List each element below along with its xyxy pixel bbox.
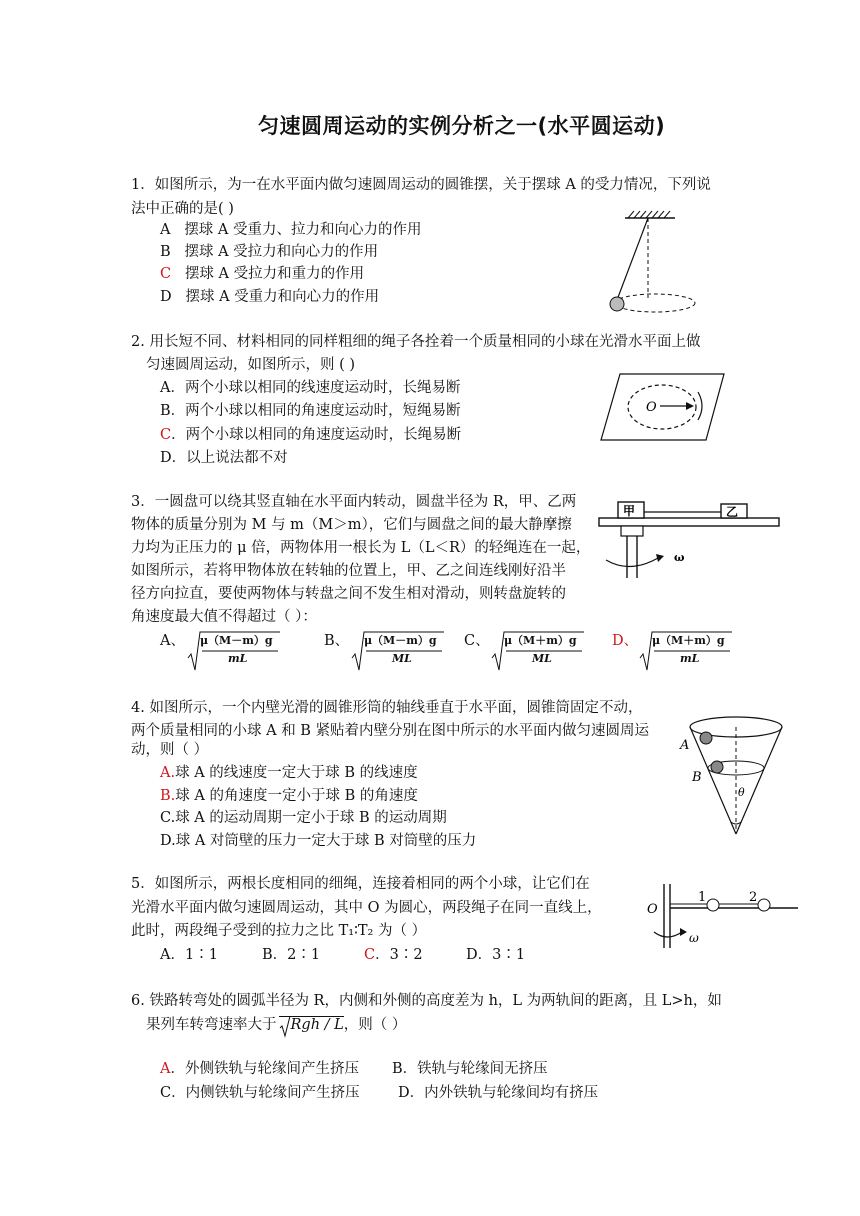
q1-option-d: D 摆球 A 受重力和向心力的作用 — [160, 289, 380, 305]
jia-label: 甲 — [623, 504, 636, 518]
q4-line2: 两个质量相同的小球 A 和 B 紧贴着内壁分别在图中所示的水平面内做匀速圆周运 — [131, 723, 650, 739]
horizontal-plane-figure — [598, 370, 728, 444]
ball-1-label: 1 — [698, 890, 707, 905]
q4-option-b: B.球 A 的角速度一定小于球 B 的角速度 — [160, 788, 418, 804]
q6-line1: 6. 铁路转弯处的圆弧半径为 R，内侧和外侧的高度差为 h，L 为两轨间的距离，且 L>h，如 — [131, 993, 722, 1009]
theta-label: θ — [738, 786, 745, 799]
q5-line3: 此时，两段绳子受到的拉力之比 T₁∶T₂ 为（ ） — [131, 923, 427, 939]
q6-option-b: B．铁轨与轮缘间无挤压 — [392, 1061, 548, 1077]
q5-option-d: D．3∶1 — [466, 947, 526, 963]
q2-stem-line1: 2. 用长短不同、材料相同的同样粗细的绳子各拴着一个质量相同的小球在光滑水平面上做 — [131, 334, 701, 350]
q3-line4: 如图所示，若将甲物体放在转轴的位置上，甲、乙之间连线刚好沿半 — [131, 563, 566, 579]
yi-label: 乙 — [726, 505, 739, 519]
omega-label: ω — [674, 551, 685, 564]
q4-option-c: C.球 A 的运动周期一定小于球 B 的运动周期 — [160, 810, 447, 826]
q6-radical: Rgh / L — [279, 1016, 344, 1034]
q2-option-a: A．两个小球以相同的线速度运动时，长绳易断 — [160, 380, 461, 396]
q1-stem-line2: 法中正确的是( ) — [131, 201, 234, 217]
q5-line2: 光滑水平面内做匀速圆周运动，其中 O 为圆心，两段绳子在同一直线上， — [131, 900, 602, 916]
q3-option-a-letter: A、 — [160, 633, 185, 649]
omega-label: ω — [689, 931, 699, 945]
center-o-label: O — [647, 902, 658, 917]
q1-option-c: C 摆球 A 受拉力和重力的作用 — [160, 266, 365, 282]
turntable-figure — [596, 498, 786, 590]
q5-option-c: C．3∶2 — [364, 947, 423, 963]
conical-pendulum-figure — [600, 208, 730, 318]
q6-option-c: C．内侧铁轨与轮缘间产生挤压 — [160, 1085, 360, 1101]
ball-b-label: B — [692, 770, 702, 785]
q6-option-d: D．内外铁轨与轮缘间均有挤压 — [398, 1085, 599, 1101]
q4-option-a: A.球 A 的线速度一定大于球 B 的线速度 — [160, 765, 418, 781]
q2-option-d: D．以上说法都不对 — [160, 450, 288, 466]
q6-option-a: A．外侧铁轨与轮缘间产生挤压 — [160, 1061, 359, 1077]
q3-line5: 径方向拉直，要使两物体与转盘之间不发生相对滑动，则转盘旋转的 — [131, 586, 566, 602]
q3-line3: 力均为正压力的 μ 倍，两物体用一根长为 L（L＜R）的轻绳连在一起， — [131, 540, 591, 556]
q2-option-b: B．两个小球以相同的角速度运动时，短绳易断 — [160, 403, 461, 419]
radical-sign — [279, 1016, 291, 1038]
q6-line2: 果列车转弯速率大于 Rgh / L，则（ ） — [146, 1016, 406, 1034]
q4-line1: 4. 如图所示，一个内壁光滑的圆锥形筒的轴线垂直于水平面，圆锥筒固定不动， — [131, 700, 643, 716]
ball-a-label: A — [680, 738, 690, 753]
cone-figure — [676, 710, 796, 840]
plane-center-label: O — [646, 400, 657, 415]
q3-option-a-formula: μ（M－m）g mL — [186, 630, 280, 672]
q4-option-d: D.球 A 对筒壁的压力一定大于球 B 对筒壁的压力 — [160, 833, 477, 849]
ball-2-label: 2 — [749, 890, 758, 905]
q3-line2: 物体的质量分别为 M 与 m（M＞m），它们与圆盘之间的最大静摩擦 — [131, 517, 572, 533]
page-title: 匀速圆周运动的实例分析之一(水平圆运动) — [258, 114, 666, 138]
q5-option-b: B．2∶1 — [262, 947, 321, 963]
q3-option-b-formula: μ（M－m）g ML — [350, 630, 444, 672]
q2-option-c: C．两个小球以相同的角速度运动时，长绳易断 — [160, 427, 462, 443]
q5-option-a: A．1∶1 — [160, 947, 218, 963]
q1-stem-line1: 1．如图所示，为一在水平面内做匀速圆周运动的圆锥摆，关于摆球 A 的受力情况，下列说 — [131, 177, 711, 193]
q3-line6: 角速度最大值不得超过（ ）： — [131, 609, 317, 625]
q3-option-d-formula: μ（M＋m）g mL — [638, 630, 732, 672]
q4-line3: 动，则（ ） — [131, 742, 209, 758]
q5-line1: 5．如图所示，两根长度相同的细绳，连接着相同的两个小球，让它们在 — [131, 876, 590, 892]
q1-option-b: B 摆球 A 受拉力和向心力的作用 — [160, 244, 379, 260]
q3-option-d-letter: D、 — [612, 633, 639, 649]
q3-line1: 3．一圆盘可以绕其竖直轴在水平面内转动，圆盘半径为 R，甲、乙两 — [131, 494, 577, 510]
q3-option-c-letter: C、 — [464, 633, 490, 649]
q3-option-b-letter: B、 — [324, 633, 350, 649]
q1-option-a: A 摆球 A 受重力、拉力和向心力的作用 — [160, 222, 422, 238]
two-balls-figure — [640, 880, 800, 950]
q3-option-c-formula: μ（M＋m）g ML — [490, 630, 584, 672]
q2-stem-line2: 匀速圆周运动，如图所示，则 ( ) — [146, 357, 356, 373]
